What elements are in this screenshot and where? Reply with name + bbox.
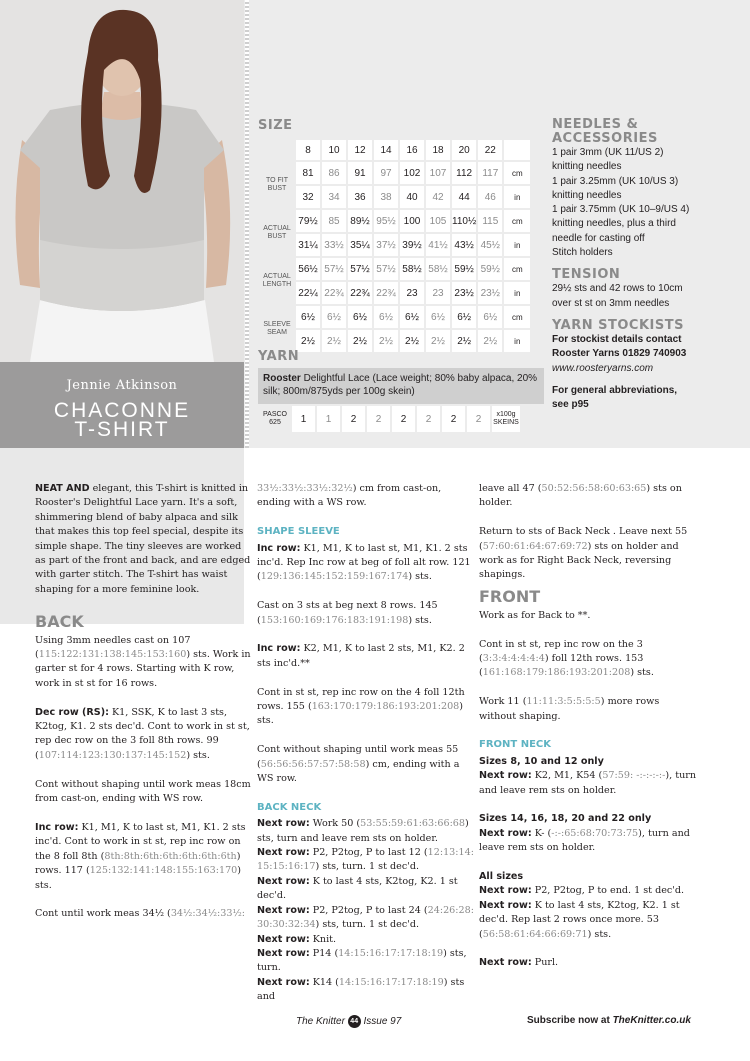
table-cell: 2½	[374, 330, 398, 352]
table-cell: 23	[400, 282, 424, 304]
table-cell: 79½	[296, 210, 320, 232]
neck-row: Next row: P2, P2tog, P to last 24 (24:26:28: 30:30:32:34) sts, turn. 1 st dec'd.	[257, 904, 474, 931]
pattern-title	[0, 401, 244, 439]
tension-heading: TENSION	[552, 267, 621, 283]
back-paragraph: Using 3mm needles cast on 107 (115:122:131:138:145:153:160) sts. Work in garter st for 4 rows. Starting with K row, work in st st for 16 rows.	[35, 634, 251, 689]
table-cell: 2½	[426, 330, 450, 352]
front-neck-row: Next row: K2, M1, K54 (57:59: -:-:-:-:-), turn and leave rem sts on holder.	[479, 770, 697, 796]
front-paragraph: Work as for Back to **.	[479, 609, 591, 621]
sleeve-paragraph: Inc row: K2, M1, K to last 2 sts, M1, K2. 2 sts inc'd.**	[257, 643, 465, 669]
neck-row: Next row: P14 (14:15:16:17:17:18:19) sts, turn.	[257, 947, 467, 974]
table-cell: 22¼	[296, 282, 320, 304]
needles-line: Stitch holders	[552, 247, 613, 259]
table-cell: 59½	[478, 258, 502, 280]
back-paragraph: Dec row (RS): K1, SSK, K to last 3 sts, K2tog, K1. 2 sts dec'd. Cont to work in st st, rep dec row on the 3 foll 8th rows. 99 (107:114:123:130:137:145:152) sts.	[35, 706, 250, 761]
table-cell: 95½	[374, 210, 398, 232]
model-photo-illustration	[0, 0, 244, 362]
table-cell: 31¼	[296, 234, 320, 256]
row-label: ACTUAL BUST	[263, 225, 291, 240]
table-cell: 115	[478, 210, 502, 232]
table-cell: 2½	[322, 330, 346, 352]
quantity-cell: 1	[292, 406, 315, 432]
table-cell: 57½	[348, 258, 372, 280]
yarn-brand: Rooster	[263, 373, 301, 384]
sleeve-paragraph: Inc row: K1, M1, K to last st, M1, K1. 2 sts inc'd. Rep Inc row at beg of foll alt row. 121 (129:136:145:152:159:167:174) sts.	[257, 542, 471, 583]
table-cell: 57½	[322, 258, 346, 280]
page-number-badge: 44	[348, 1015, 361, 1028]
front-neck-row: Next row: K- (-:-:65:68:70:73:75), turn and leave rem sts on holder.	[479, 827, 690, 854]
skeins-label: x100g SKEINS	[492, 406, 520, 432]
front-paragraph: Work 11 (11:11:3:5:5:5:5) more rows without shaping.	[479, 696, 660, 722]
table-cell: 85	[322, 210, 346, 232]
sleeve-seam-in-row	[260, 330, 530, 352]
size-cell: 16	[400, 140, 424, 160]
needles-heading-line1: NEEDLES &	[552, 117, 639, 132]
row-label: TO FIT BUST	[265, 177, 289, 192]
table-cell: 2½	[296, 330, 320, 352]
table-cell: 23	[426, 282, 450, 304]
table-cell: 91	[348, 162, 372, 184]
size-row	[260, 140, 530, 160]
table-cell: 100	[400, 210, 424, 232]
tension-line: 29½ sts and 42 rows to 10cm	[552, 283, 683, 295]
unit-cell: in	[504, 282, 530, 304]
front-heading: FRONT	[479, 586, 541, 606]
front-neck-row: Next row: K to last 4 sts, K2tog, K2. 1 st dec'd. Rep last 2 rows once more. 53 (56:58:61:64:66:69:71) sts.	[479, 899, 680, 940]
model-photo	[0, 0, 244, 362]
front-neck-heading: FRONT NECK	[479, 739, 551, 751]
table-cell: 39½	[400, 234, 424, 256]
table-cell: 6½	[426, 306, 450, 328]
quantity-cell: 2	[417, 406, 440, 432]
table-cell: 117	[478, 162, 502, 184]
pattern-column-2	[257, 482, 475, 1005]
abbreviations-note: For general abbreviations,	[552, 384, 678, 396]
table-cell: 2½	[348, 330, 372, 352]
table-cell: 32	[296, 186, 320, 208]
shape-sleeve-heading: SHAPE SLEEVE	[257, 526, 340, 538]
shade-label: PASCO 625	[263, 411, 287, 426]
back-neck-heading: BACK NECK	[257, 801, 322, 813]
neck-row: Next row: Knit.	[257, 933, 337, 945]
back-paragraph: Inc row: K1, M1, K to last st, M1, K1. 2 sts inc'd. Cont to work in st st, rep inc row on the 8 foll 8th (8th:8th:6th:6th:6th:6th:6th) rows. 117 (125:132:141:148:155:163:170) sts.	[35, 821, 246, 891]
size-group-heading: All sizes	[479, 871, 524, 883]
table-cell: 41½	[426, 234, 450, 256]
intro-paragraph	[35, 482, 253, 597]
needles-line: knitting needles	[552, 189, 622, 201]
back-paragraph: Cont until work meas 34½ (34½:34½:33½:	[35, 908, 246, 920]
table-cell: 56½	[296, 258, 320, 280]
back-paragraph: Cont without shaping until work meas 18cm from cast-on, ending with WS row.	[35, 778, 251, 805]
size-group-heading: Sizes 14, 16, 18, 20 and 22 only	[479, 813, 652, 825]
front-neck-row: Next row: Purl.	[479, 957, 559, 969]
pattern-column-3	[479, 482, 697, 971]
table-cell: 2½	[400, 330, 424, 352]
table-cell: 36	[348, 186, 372, 208]
table-cell: 112	[452, 162, 476, 184]
quantity-cell: 2	[467, 406, 490, 432]
row-label: ACTUAL LENGTH	[262, 273, 292, 288]
table-cell: 6½	[348, 306, 372, 328]
needles-line: knitting needles	[552, 161, 622, 173]
actual-length-cm-row	[260, 258, 530, 280]
intro-lead: NEAT AND	[35, 483, 90, 494]
size-cell: 18	[426, 140, 450, 160]
table-cell: 6½	[296, 306, 320, 328]
table-cell: 57½	[374, 258, 398, 280]
needles-line: 1 pair 3.75mm (UK 10–9/US 4)	[552, 204, 690, 216]
neck-paragraph: leave all 47 (50:52:56:58:60:63:65) sts on holder.	[479, 483, 682, 509]
subscribe-text: Subscribe now at	[527, 1015, 613, 1026]
table-cell: 86	[322, 162, 346, 184]
stockists-line: For stockist details contact	[552, 333, 682, 345]
pattern-column-1	[35, 482, 253, 922]
table-cell: 97	[374, 162, 398, 184]
size-table	[258, 138, 532, 354]
needles-line: 1 pair 3mm (UK 11/US 2)	[552, 147, 664, 158]
tension-line: over st st on 3mm needles	[552, 297, 670, 309]
table-cell: 22¾	[322, 282, 346, 304]
footer-magazine	[296, 1015, 401, 1028]
needles-line: knitting needles, plus a third	[552, 218, 676, 230]
neck-row: Next row: Work 50 (53:55:59:61:63:66:68) sts, turn and leave rem sts on holder.	[257, 818, 469, 844]
needles-line: 1 pair 3.25mm (UK 10/US 3)	[552, 175, 679, 187]
pattern-title-line1: CHACONNE	[53, 399, 191, 422]
yarn-quantity-row	[260, 406, 520, 432]
title-block	[0, 362, 244, 448]
table-cell: 107	[426, 162, 450, 184]
front-neck-row: Next row: P2, P2tog, P to end. 1 st dec'd.	[479, 885, 685, 897]
table-cell: 43½	[452, 234, 476, 256]
size-cell: 12	[348, 140, 372, 160]
table-cell: 35¼	[348, 234, 372, 256]
intro-text: elegant, this T-shirt is knitted in Rooster's Delightful Lace yarn. It's a soft, shimmering blend of baby alpaca and silk that makes this top feel special, despite its simple shape. The tiny sleeves are worked as part of the front and back, and are edged with garter stitch. The T-shirt has waist shaping for a more feminine look.	[35, 483, 251, 595]
table-cell: 110½	[452, 210, 476, 232]
row-label: SLEEVE SEAM	[263, 321, 291, 336]
neck-row: Next row: K to last 4 sts, K2tog, K2. 1 st dec'd.	[257, 875, 458, 902]
yarn-heading: YARN	[258, 349, 300, 364]
unit-cell: cm	[504, 210, 530, 232]
pattern-title-line2: T-SHIRT	[74, 418, 170, 441]
quantity-cell: 2	[342, 406, 365, 432]
size-cell: 14	[374, 140, 398, 160]
stockists-heading: YARN STOCKISTS	[552, 317, 684, 333]
stockists-url[interactable]: www.roosteryarns.com	[552, 362, 654, 374]
materials-column	[552, 118, 748, 412]
to-fit-bust-cm-row	[260, 162, 530, 184]
author-name: Jennie Atkinson	[66, 378, 178, 393]
table-cell: 102	[400, 162, 424, 184]
unit-cell: in	[504, 330, 530, 352]
actual-length-in-row	[260, 282, 530, 304]
table-cell: 6½	[374, 306, 398, 328]
table-cell: 81	[296, 162, 320, 184]
table-cell: 58½	[400, 258, 424, 280]
table-cell: 22¾	[348, 282, 372, 304]
needles-heading-line2: ACCESSORIES	[552, 131, 658, 146]
abbreviations-note: see p95	[552, 399, 589, 411]
neck-paragraph: Return to sts of Back Neck . Leave next 55 (57:60:61:64:67:69:72) sts on holder and work as for Right Back Neck, reversing shapings.	[479, 526, 688, 581]
footer-subscribe	[527, 1015, 691, 1026]
unit-cell: cm	[504, 258, 530, 280]
neck-row: Next row: P2, P2tog, P to last 12 (12:13:14: 15:15:16:17) sts, turn. 1 st dec'd.	[257, 847, 474, 873]
table-cell: 6½	[452, 306, 476, 328]
table-cell: 42	[426, 186, 450, 208]
size-heading: SIZE	[258, 118, 293, 133]
quantity-cell: 2	[442, 406, 465, 432]
magazine-name: The Knitter	[296, 1016, 345, 1028]
table-cell: 33½	[322, 234, 346, 256]
table-cell: 59½	[452, 258, 476, 280]
actual-bust-cm-row	[260, 210, 530, 232]
stockists-line: Rooster Yarns 01829 740903	[552, 348, 687, 360]
table-cell: 2½	[452, 330, 476, 352]
table-cell: 58½	[426, 258, 450, 280]
size-cell: 22	[478, 140, 502, 160]
table-cell: 2½	[478, 330, 502, 352]
quantity-cell: 1	[317, 406, 340, 432]
size-group-heading: Sizes 8, 10 and 12 only	[479, 755, 604, 767]
table-cell: 23½	[478, 282, 502, 304]
sleeve-paragraph: Cont in st st, rep inc row on the 4 foll 12th rows. 155 (163:170:179:186:193:201:208) sts.	[257, 686, 465, 727]
table-cell: 44	[452, 186, 476, 208]
to-fit-bust-in-row	[260, 186, 530, 208]
table-cell: 34	[322, 186, 346, 208]
table-cell: 6½	[400, 306, 424, 328]
subscribe-link[interactable]: TheKnitter.co.uk	[612, 1015, 691, 1026]
back-paragraph: 33½:33½:33½:32½) cm from cast-on, ending with a WS row.	[257, 483, 442, 509]
front-paragraph: Cont in st st, rep inc row on the 3 (3:3:4:4:4:4:4) foll 12th rows. 153 (161:168:179:186:193:201:208) sts.	[479, 638, 654, 679]
sleeve-paragraph: Cast on 3 sts at beg next 8 rows. 145 (153:160:169:176:183:191:198) sts.	[257, 600, 438, 626]
unit-cell: cm	[504, 162, 530, 184]
yarn-quantity-table	[258, 404, 522, 434]
perforation-divider	[245, 0, 249, 448]
actual-bust-in-row	[260, 234, 530, 256]
table-cell: 6½	[478, 306, 502, 328]
sleeve-paragraph: Cont without shaping until work meas 55 (56:56:56:57:57:58:58) cm, ending with a WS row.	[257, 744, 460, 785]
table-cell: 38	[374, 186, 398, 208]
table-cell: 45½	[478, 234, 502, 256]
yarn-description	[258, 368, 544, 404]
table-cell: 46	[478, 186, 502, 208]
table-cell: 37½	[374, 234, 398, 256]
unit-cell: cm	[504, 306, 530, 328]
size-cell: 20	[452, 140, 476, 160]
table-cell: 22¾	[374, 282, 398, 304]
table-cell: 6½	[322, 306, 346, 328]
unit-cell: in	[504, 234, 530, 256]
size-cell: 8	[296, 140, 320, 160]
needles-line: needle for casting off	[552, 232, 645, 244]
table-cell: 89½	[348, 210, 372, 232]
table-cell: 105	[426, 210, 450, 232]
quantity-cell: 2	[367, 406, 390, 432]
table-cell: 23½	[452, 282, 476, 304]
yarn-description-text: Delightful Lace (Lace weight; 80% baby alpaca, 20% silk; 800m/875yds per 100g skein)	[263, 373, 538, 397]
neck-row: Next row: K14 (14:15:16:17:17:18:19) sts and	[257, 976, 465, 1003]
table-cell: 40	[400, 186, 424, 208]
issue-number: Issue 97	[363, 1016, 402, 1028]
sleeve-seam-cm-row	[260, 306, 530, 328]
back-heading: BACK	[35, 611, 84, 631]
size-cell: 10	[322, 140, 346, 160]
unit-cell: in	[504, 186, 530, 208]
quantity-cell: 2	[392, 406, 415, 432]
